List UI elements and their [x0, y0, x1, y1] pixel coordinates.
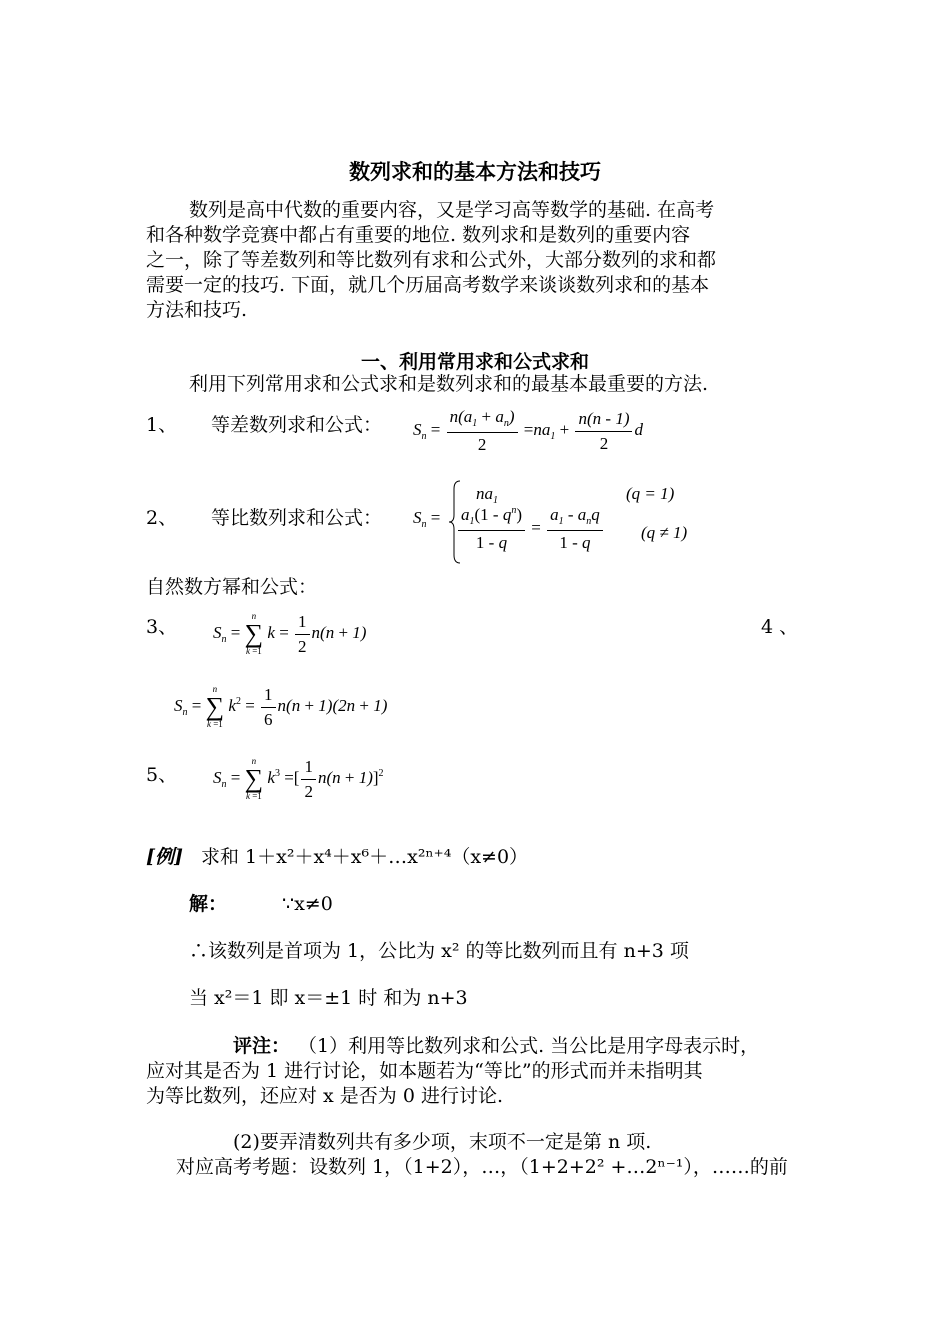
intro-line-3: 之一，除了等差数列和等比数列有求和公式外，大部分数列的求和都 — [146, 249, 717, 271]
formula-3-number: 3、 — [146, 616, 178, 638]
geometric-case-1: $na_1$ — [476, 484, 498, 506]
formula-4-number: 4 、 — [761, 616, 799, 638]
formula-sum-k-squared: $S_n$ = n ∑ k =1 $k^2$ = $\frac{1}{6}$ n(n + 1)(2n + 1) — [174, 684, 388, 729]
comment-line-4: (2)要弄清数列共有多少项，末项不一定是第 n 项. — [233, 1131, 652, 1153]
natural-power-label: 自然数方幂和公式： — [146, 576, 318, 598]
solution-line-1: ∵x≠0 — [282, 893, 333, 915]
formula-2-label: 等比数列求和公式： — [211, 507, 383, 529]
page-title: 数列求和的基本方法和技巧 — [349, 160, 601, 184]
intro-line-4: 需要一定的技巧. 下面，就几个历届高考数学来谈谈数列求和的基本 — [146, 274, 710, 296]
intro-line-5: 方法和技巧. — [146, 299, 248, 321]
formula-geometric-sn: $S_n$ = — [413, 508, 441, 530]
intro-line-1: 数列是高中代数的重要内容，又是学习高等数学的基础. 在高考 — [189, 199, 715, 221]
formula-1-label: 等差数列求和公式： — [211, 414, 383, 436]
formula-5-number: 5、 — [146, 764, 178, 786]
formula-1-number: 1、 — [146, 414, 178, 436]
condition-q-not-1: (q ≠ 1) — [641, 523, 688, 542]
comment-line-5: 对应高考考题：设数列 1，（1+2），…，（1+2+2² +…2ⁿ⁻¹），……的前 — [176, 1156, 788, 1178]
condition-q-equals-1: (q = 1) — [626, 484, 675, 503]
solution-line-2: ∴该数列是首项为 1，公比为 x² 的等比数列而且有 n+3 项 — [189, 940, 689, 962]
comment-line-1: （1）利用等比数列求和公式. 当公比是用字母表示时， — [298, 1035, 760, 1057]
geometric-case-2: $\frac{a_1(1 - q^n)}{1 - q}$ = $\frac{a_1 - a_nq}{1 - q}$ — [456, 506, 605, 552]
example-text: 求和 1＋x²＋x⁴＋x⁶＋…x²ⁿ⁺⁴（x≠0） — [201, 846, 529, 868]
formula-2-number: 2、 — [146, 507, 178, 529]
comment-line-2: 应对其是否为 1 进行讨论，如本题若为“等比”的形式而并未指明其 — [146, 1060, 703, 1082]
example-tag: [例] — [146, 846, 183, 868]
formula-sum-k: $S_n$ = n ∑ k =1 k = $\frac{1}{2}$ n(n + 1) — [213, 611, 367, 656]
section-description: 利用下列常用求和公式求和是数列求和的最基本最重要的方法. — [189, 373, 709, 395]
formula-sum-k-cubed: $S_n$ = n ∑ k =1 $k^3$ =[ $\frac{1}{2}$ n(n + 1)]$^2$ — [213, 756, 384, 801]
formula-arithmetic-sum: $S_n$ = $\frac{n(a_1 + a_n)}{2}$ $=na_1$ + $\frac{n(n - 1)}{2}$ d — [413, 407, 643, 454]
section-heading: 一、利用常用求和公式求和 — [360, 351, 589, 373]
solution-label: 解： — [189, 893, 228, 915]
intro-line-2: 和各种数学竞赛中都占有重要的地位. 数列求和是数列的重要内容 — [146, 224, 691, 246]
solution-line-3: 当 x²＝1 即 x＝±1 时 和为 n+3 — [189, 987, 468, 1009]
comment-line-3: 为等比数列，还应对 x 是否为 0 进行讨论. — [146, 1085, 504, 1107]
comment-label: 评注： — [233, 1035, 291, 1057]
